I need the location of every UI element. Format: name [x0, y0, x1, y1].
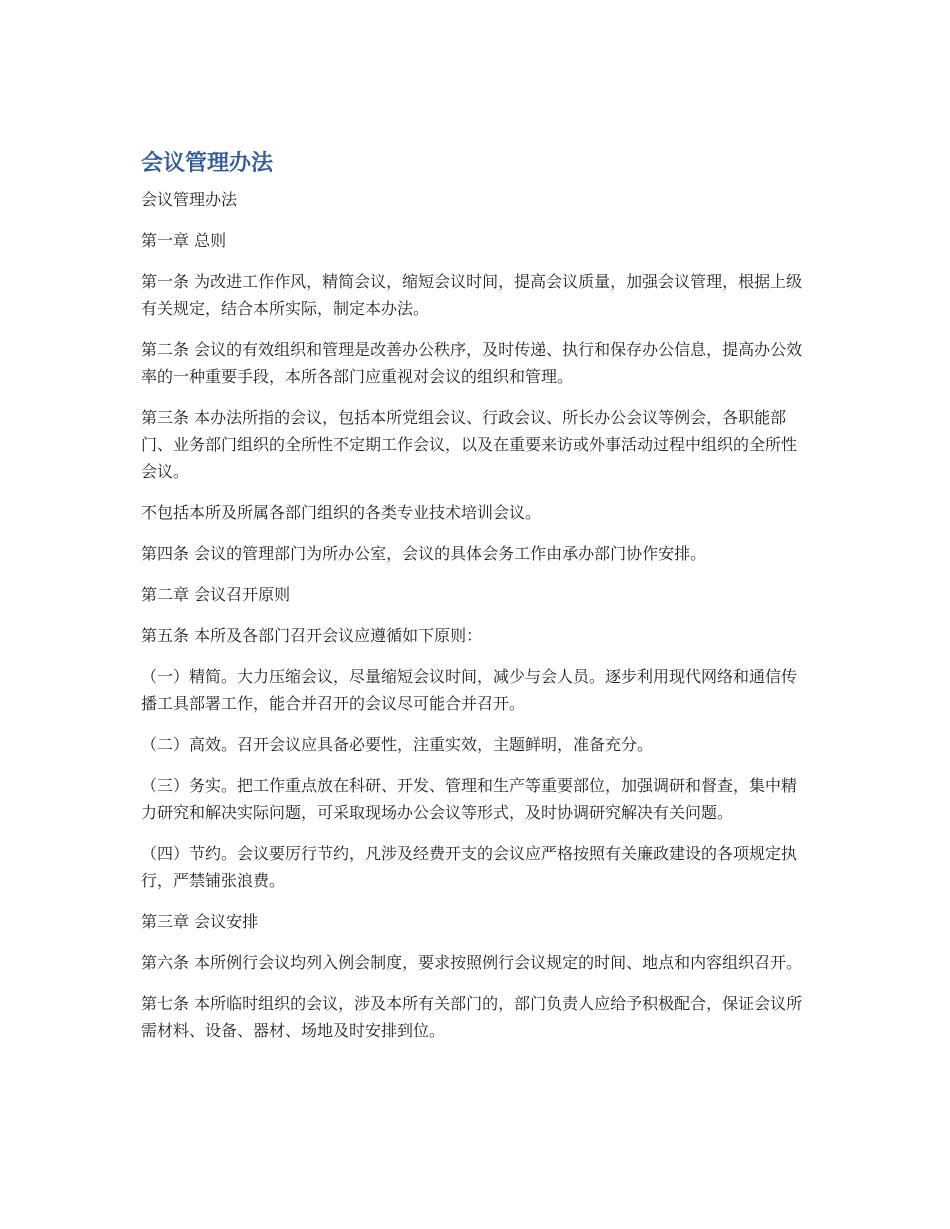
article-6: 第六条 本所例行会议均列入例会制度，要求按照例行会议规定的时间、地点和内容组织召开。: [141, 953, 803, 972]
article-5: 第五条 本所及各部门召开会议应遵循如下原则：: [141, 626, 483, 645]
principle-3: （三）务实。把工作重点放在科研、开发、管理和生产等重要部位，加强调研和督查，集中精力研究和解决实际问题，可采取现场办公会议等形式，及时协调研究解决有关问题。: [141, 776, 798, 822]
paragraph-subtitle: 会议管理办法: [141, 190, 238, 209]
article-1: 第一条 为改进工作作风，精简会议，缩短会议时间，提高会议质量，加强会议管理，根据上级有关规定，结合本所实际，制定本办法。: [141, 272, 803, 318]
chapter-2-heading: 第二章 会议召开原则: [141, 585, 291, 604]
article-3-exclusion: 不包括本所及所属各部门组织的各类专业技术培训会议。: [141, 503, 542, 522]
article-7: 第七条 本所临时组织的会议，涉及本所有关部门的，部门负责人应给予积极配合，保证会议所需材料、设备、器材、场地及时安排到位。: [141, 994, 803, 1040]
document-title: 会议管理办法: [141, 151, 274, 176]
article-3: 第三条 本办法所指的会议，包括本所党组会议、行政会议、所长办公会议等例会，各职能部门、业务部门组织的全所性不定期工作会议，以及在重要来访或外事活动过程中组织的全所性会议。: [141, 408, 798, 481]
article-2: 第二条 会议的有效组织和管理是改善办公秩序，及时传递、执行和保存办公信息，提高办公效率的一种重要手段，本所各部门应重视对会议的组织和管理。: [141, 340, 803, 386]
principle-4: （四）节约。会议要厉行节约，凡涉及经费开支的会议应严格按照有关廉政建设的各项规定执行，严禁铺张浪费。: [141, 844, 798, 890]
document-page: [141, 148, 811, 1058]
chapter-3-heading: 第三章 会议安排: [141, 912, 259, 931]
article-4: 第四条 会议的管理部门为所办公室，会议的具体会务工作由承办部门协作安排。: [141, 544, 707, 563]
chapter-1-heading: 第一章 总则: [141, 231, 227, 250]
principle-2: （二）高效。召开会议应具备必要性，注重实效，主题鲜明，准备充分。: [141, 735, 654, 754]
principle-1: （一）精简。大力压缩会议，尽量缩短会议时间，减少与会人员。逐步利用现代网络和通信传播工具部署工作，能合并召开的会议尽可能合并召开。: [141, 667, 798, 713]
